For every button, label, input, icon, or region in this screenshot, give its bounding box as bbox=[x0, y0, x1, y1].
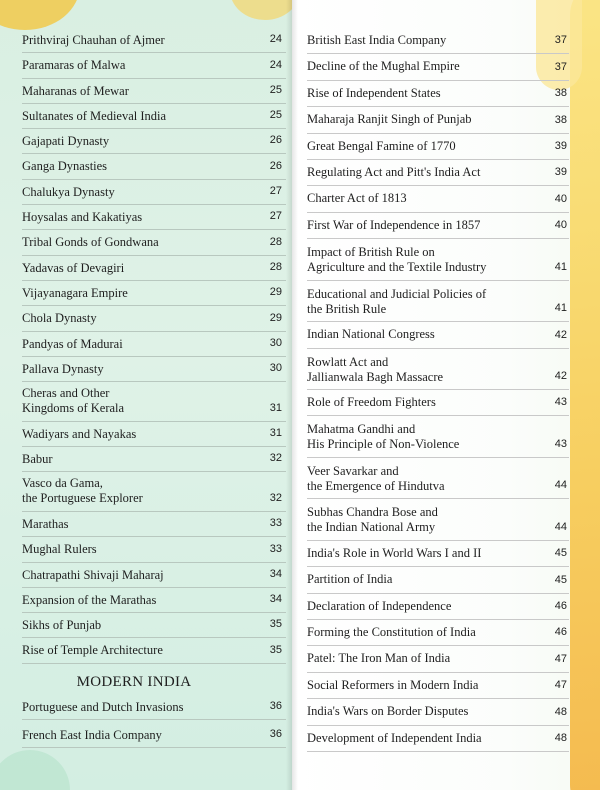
toc-entry-page-number: 46 bbox=[554, 600, 567, 613]
toc-entry[interactable] bbox=[22, 382, 286, 422]
toc-entry-page-number: 48 bbox=[554, 732, 567, 745]
toc-entry-title: Pandyas of Madurai bbox=[22, 336, 123, 351]
toc-entry-page-number: 27 bbox=[269, 185, 282, 198]
toc-entry-title: Social Reformers in Modern India bbox=[307, 677, 479, 692]
toc-entry-title: Regulating Act and Pitt's India Act bbox=[307, 164, 481, 179]
toc-entry-title: Mughal Rulers bbox=[22, 542, 97, 557]
decorative-blob bbox=[0, 750, 70, 790]
toc-entry-title: Impact of British Rule on Agriculture and the Textile Industry bbox=[307, 245, 487, 275]
toc-entry-page-number: 36 bbox=[269, 699, 282, 712]
toc-entry-page-number: 42 bbox=[554, 328, 567, 341]
toc-entry-page-number: 41 bbox=[554, 260, 567, 273]
toc-entry-page-number: 37 bbox=[554, 60, 567, 73]
toc-entry-page-number: 32 bbox=[269, 491, 282, 504]
toc-entry-page-number: 38 bbox=[554, 113, 567, 126]
toc-list-modern bbox=[22, 692, 286, 748]
toc-entry[interactable] bbox=[307, 281, 569, 323]
toc-left-column bbox=[22, 28, 286, 748]
toc-entry[interactable] bbox=[22, 230, 286, 255]
toc-entry[interactable] bbox=[22, 472, 286, 512]
toc-entry-page-number: 40 bbox=[554, 192, 567, 205]
toc-entry[interactable] bbox=[22, 129, 286, 154]
toc-entry-title: Charter Act of 1813 bbox=[307, 191, 407, 206]
toc-entry-page-number: 29 bbox=[269, 311, 282, 324]
toc-entry-page-number: 35 bbox=[269, 618, 282, 631]
toc-entry[interactable] bbox=[307, 186, 569, 212]
toc-entry-page-number: 37 bbox=[554, 34, 567, 47]
toc-entry-page-number: 44 bbox=[554, 520, 567, 533]
toc-entry-title: Indian National Congress bbox=[307, 327, 435, 342]
toc-entry[interactable] bbox=[307, 594, 569, 620]
toc-entry-title: Paramaras of Malwa bbox=[22, 58, 126, 73]
decorative-wave bbox=[570, 0, 600, 790]
toc-entry-title: Rise of Independent States bbox=[307, 85, 441, 100]
toc-entry[interactable] bbox=[22, 332, 286, 357]
toc-entry[interactable] bbox=[22, 638, 286, 663]
toc-entry[interactable] bbox=[307, 458, 569, 500]
toc-entry-title: Yadavas of Devagiri bbox=[22, 260, 125, 275]
toc-entry-title: First War of Independence in 1857 bbox=[307, 217, 481, 232]
toc-entry-title: Patel: The Iron Man of India bbox=[307, 651, 451, 666]
toc-entry[interactable] bbox=[22, 205, 286, 230]
toc-entry-title: Decline of the Mughal Empire bbox=[307, 59, 460, 74]
toc-entry-page-number: 27 bbox=[269, 210, 282, 223]
toc-entry-page-number: 46 bbox=[554, 626, 567, 639]
toc-entry[interactable] bbox=[307, 54, 569, 80]
toc-list-left bbox=[22, 28, 286, 664]
toc-right-column bbox=[307, 28, 569, 752]
toc-entry[interactable] bbox=[22, 563, 286, 588]
toc-entry-title: Maharaja Ranjit Singh of Punjab bbox=[307, 112, 472, 127]
toc-entry[interactable] bbox=[22, 281, 286, 306]
toc-entry-title: India's Wars on Border Disputes bbox=[307, 704, 469, 719]
toc-entry-page-number: 25 bbox=[269, 83, 282, 96]
toc-entry-page-number: 30 bbox=[269, 336, 282, 349]
toc-entry-page-number: 41 bbox=[554, 302, 567, 315]
toc-entry-page-number: 32 bbox=[269, 452, 282, 465]
toc-entry[interactable] bbox=[307, 213, 569, 239]
toc-entry[interactable] bbox=[307, 390, 569, 416]
toc-entry[interactable] bbox=[307, 322, 569, 348]
toc-entry-title: Pallava Dynasty bbox=[22, 361, 104, 376]
toc-entry[interactable] bbox=[307, 81, 569, 107]
toc-entry-title: Maharanas of Mewar bbox=[22, 83, 129, 98]
toc-entry-title: Hoysalas and Kakatiyas bbox=[22, 210, 143, 225]
toc-entry-page-number: 39 bbox=[554, 166, 567, 179]
toc-entry-page-number: 24 bbox=[269, 58, 282, 71]
toc-entry-page-number: 38 bbox=[554, 87, 567, 100]
toc-entry-title: Vijayanagara Empire bbox=[22, 285, 128, 300]
toc-entry[interactable] bbox=[22, 692, 286, 720]
toc-entry[interactable] bbox=[22, 447, 286, 472]
toc-entry-title: Portuguese and Dutch Invasions bbox=[22, 699, 184, 714]
toc-entry-page-number: 25 bbox=[269, 109, 282, 122]
decorative-blob bbox=[230, 0, 292, 20]
toc-entry[interactable] bbox=[307, 28, 569, 54]
decorative-blob bbox=[0, 0, 80, 30]
toc-entry-title: Ganga Dynasties bbox=[22, 159, 108, 174]
toc-entry[interactable] bbox=[307, 239, 569, 281]
toc-entry[interactable] bbox=[22, 537, 286, 562]
toc-entry[interactable] bbox=[22, 588, 286, 613]
toc-entry[interactable] bbox=[307, 673, 569, 699]
toc-entry-title: Chola Dynasty bbox=[22, 311, 97, 326]
toc-entry-title: Development of Independent India bbox=[307, 730, 482, 745]
toc-entry-title: Wadiyars and Nayakas bbox=[22, 426, 137, 441]
toc-entry[interactable] bbox=[22, 256, 286, 281]
toc-entry-page-number: 45 bbox=[554, 547, 567, 560]
toc-entry[interactable] bbox=[22, 720, 286, 748]
toc-entry[interactable] bbox=[22, 104, 286, 129]
toc-entry-title: Babur bbox=[22, 452, 53, 467]
toc-entry[interactable] bbox=[22, 154, 286, 179]
toc-entry-title: Sikhs of Punjab bbox=[22, 618, 102, 633]
toc-entry[interactable] bbox=[22, 357, 286, 382]
toc-entry-title: Great Bengal Famine of 1770 bbox=[307, 138, 456, 153]
toc-entry-title: Chatrapathi Shivaji Maharaj bbox=[22, 567, 164, 582]
toc-entry-title: Chalukya Dynasty bbox=[22, 184, 115, 199]
toc-entry-page-number: 43 bbox=[554, 396, 567, 409]
toc-entry-page-number: 26 bbox=[269, 134, 282, 147]
toc-entry-page-number: 47 bbox=[554, 679, 567, 692]
toc-entry[interactable] bbox=[22, 512, 286, 537]
book-gutter bbox=[286, 0, 298, 790]
toc-entry-title: Cheras and Other Kingdoms of Kerala bbox=[22, 386, 125, 416]
toc-entry-page-number: 39 bbox=[554, 139, 567, 152]
toc-entry[interactable] bbox=[22, 28, 286, 53]
toc-entry[interactable] bbox=[22, 306, 286, 331]
toc-entry-title: Educational and Judicial Policies of the British Rule bbox=[307, 286, 487, 316]
toc-entry[interactable] bbox=[22, 422, 286, 447]
toc-entry-title: Marathas bbox=[22, 516, 69, 531]
toc-entry-page-number: 29 bbox=[269, 286, 282, 299]
toc-entry[interactable] bbox=[307, 541, 569, 567]
toc-entry-title: Declaration of Independence bbox=[307, 598, 452, 613]
toc-entry[interactable] bbox=[307, 349, 569, 391]
toc-entry-page-number: 24 bbox=[269, 33, 282, 46]
toc-entry-title: Subhas Chandra Bose and the Indian National Army bbox=[307, 505, 438, 535]
toc-entry-page-number: 26 bbox=[269, 159, 282, 172]
toc-entry-page-number: 34 bbox=[269, 567, 282, 580]
toc-entry-page-number: 33 bbox=[269, 542, 282, 555]
toc-entry-title: India's Role in World Wars I and II bbox=[307, 545, 482, 560]
toc-entry-page-number: 43 bbox=[554, 437, 567, 450]
toc-entry-page-number: 48 bbox=[554, 705, 567, 718]
toc-entry-page-number: 42 bbox=[554, 370, 567, 383]
toc-entry[interactable] bbox=[307, 160, 569, 186]
toc-entry-page-number: 31 bbox=[269, 427, 282, 440]
toc-entry-title: British East India Company bbox=[307, 33, 447, 47]
toc-entry[interactable] bbox=[307, 699, 569, 725]
toc-entry[interactable] bbox=[307, 726, 569, 752]
toc-entry[interactable] bbox=[307, 107, 569, 133]
toc-entry[interactable] bbox=[307, 499, 569, 541]
toc-entry-page-number: 35 bbox=[269, 643, 282, 656]
toc-entry-page-number: 28 bbox=[269, 235, 282, 248]
toc-entry[interactable] bbox=[307, 134, 569, 160]
toc-entry-title: French East India Company bbox=[22, 727, 162, 742]
toc-entry-title: Sultanates of Medieval India bbox=[22, 108, 167, 123]
toc-entry[interactable] bbox=[22, 180, 286, 205]
toc-entry[interactable] bbox=[307, 416, 569, 458]
toc-entry[interactable] bbox=[307, 567, 569, 593]
toc-entry[interactable] bbox=[22, 613, 286, 638]
toc-entry-page-number: 44 bbox=[554, 479, 567, 492]
toc-entry-page-number: 28 bbox=[269, 260, 282, 273]
toc-entry-page-number: 47 bbox=[554, 652, 567, 665]
toc-list-right bbox=[307, 28, 569, 752]
toc-entry-title: Rise of Temple Architecture bbox=[22, 643, 163, 658]
toc-entry[interactable] bbox=[22, 79, 286, 104]
toc-entry[interactable] bbox=[22, 53, 286, 78]
toc-entry-title: Forming the Constitution of India bbox=[307, 625, 476, 640]
toc-entry-page-number: 40 bbox=[554, 219, 567, 232]
toc-entry-page-number: 31 bbox=[269, 401, 282, 414]
toc-entry-title: Vasco da Gama, the Portuguese Explorer bbox=[22, 476, 143, 506]
toc-entry[interactable] bbox=[307, 620, 569, 646]
toc-entry-title: Partition of India bbox=[307, 572, 393, 587]
toc-entry-title: Expansion of the Marathas bbox=[22, 592, 157, 607]
toc-entry-title: Role of Freedom Fighters bbox=[307, 395, 436, 410]
section-heading: MODERN INDIA bbox=[76, 673, 192, 690]
toc-entry-title: Mahatma Gandhi and His Principle of Non-Violence bbox=[307, 422, 460, 452]
toc-entry-page-number: 45 bbox=[554, 573, 567, 586]
toc-entry-title: Tribal Gonds of Gondwana bbox=[22, 235, 159, 250]
toc-entry-page-number: 36 bbox=[269, 727, 282, 740]
toc-entry-title: Rowlatt Act and Jallianwala Bagh Massacre bbox=[307, 354, 444, 384]
toc-entry-title: Gajapati Dynasty bbox=[22, 134, 110, 149]
toc-entry-title: Prithviraj Chauhan of Ajmer bbox=[22, 33, 165, 47]
toc-entry-page-number: 34 bbox=[269, 593, 282, 606]
toc-entry-page-number: 33 bbox=[269, 517, 282, 530]
toc-entry-title: Veer Savarkar and the Emergence of Hindutva bbox=[307, 463, 445, 493]
toc-entry-page-number: 30 bbox=[269, 362, 282, 375]
toc-entry[interactable] bbox=[307, 646, 569, 672]
